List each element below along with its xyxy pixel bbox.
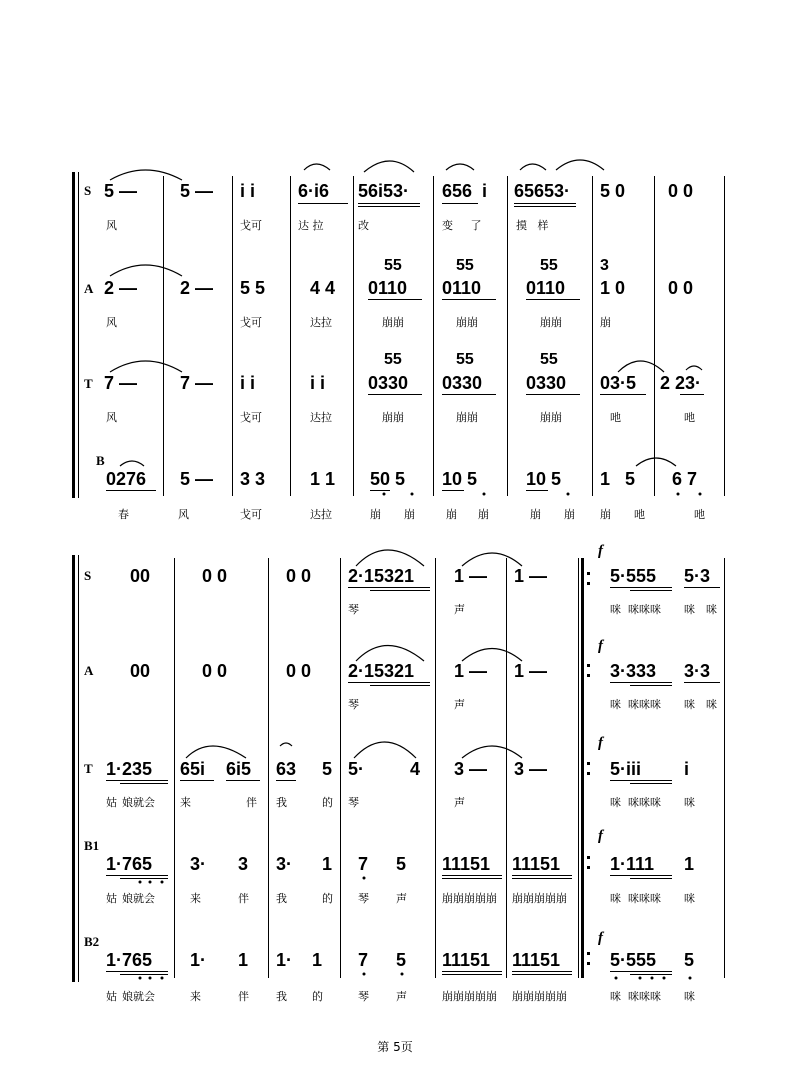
lyric: 姑 (106, 990, 117, 1003)
part-label-bass: B (96, 453, 105, 468)
lyric: 咪咪咪 (628, 698, 661, 711)
part-label-bass-2: B2 (84, 934, 100, 949)
lyric: 我 (276, 892, 287, 905)
lyric: 吔 (610, 411, 621, 424)
measure: 0330 (526, 373, 567, 393)
measure: 3· (190, 854, 207, 874)
measure: 0110 (526, 278, 566, 298)
lyric: 崩 (600, 508, 611, 521)
measure: 5·555 (610, 566, 657, 586)
lyric: 来 (180, 796, 191, 809)
measure: 3 3 (240, 469, 266, 489)
lyric: 我 (276, 796, 287, 809)
measure: 2 23· (660, 373, 702, 393)
measure: 10 5 (526, 469, 562, 489)
measure: 11151 (442, 854, 491, 874)
measure: 1 0 (600, 278, 626, 298)
part-label-tenor: T (84, 376, 93, 391)
lyric: 声 (396, 990, 407, 1003)
measure: i i (240, 373, 256, 393)
measure: 656 i (442, 181, 488, 201)
measure: 5 0 (600, 181, 626, 201)
measure: 3· (276, 854, 293, 874)
measure: 0 0 (668, 181, 694, 201)
lyric: 改 (358, 219, 369, 232)
lyric: 达拉 (310, 508, 332, 521)
measure: 1·235 (106, 759, 153, 779)
lyric: 崩 (600, 316, 611, 329)
measure: 4 4 (310, 278, 336, 298)
lyric: 咪 (610, 990, 621, 1003)
lyric: 戈可 (240, 219, 262, 232)
upper-note: 55 (384, 257, 402, 274)
upper-note: 55 (384, 351, 402, 368)
measure: 03·5 (600, 373, 637, 393)
measure: 5· (348, 759, 365, 779)
lyric: 琴 (358, 892, 369, 905)
measure: 6·i6 (298, 181, 330, 201)
measure: 7 — (180, 373, 214, 393)
measure: 0 0 (668, 278, 694, 298)
lyric: 达 拉 (298, 219, 324, 232)
measure: 0276 (106, 469, 147, 489)
measure: 1·765 (106, 950, 153, 970)
lyric: 来 (190, 892, 201, 905)
measure: 0330 (368, 373, 409, 393)
lyric: 的 (322, 892, 333, 905)
lyric: 咪 (684, 892, 695, 905)
lyric: 伴 (238, 892, 249, 905)
measure: 5 — (104, 181, 138, 201)
lyric: 咪 (610, 698, 621, 711)
measure: 0330 (442, 373, 483, 393)
upper-note: 55 (540, 351, 558, 368)
lyric: 崩 (404, 508, 415, 521)
upper-note: 55 (540, 257, 558, 274)
lyric: 吔 (694, 508, 705, 521)
measure: i i (240, 181, 256, 201)
measure: 5 5 (240, 278, 266, 298)
measure: 2 — (104, 278, 138, 298)
part-label-tenor: T (84, 761, 93, 776)
measure: 1 — (454, 661, 488, 681)
dynamic-forte: f (598, 828, 603, 844)
measure: 3 — (514, 759, 548, 779)
measure: 7 (358, 950, 369, 970)
lyric: 琴 (348, 603, 359, 616)
measure: 1 (684, 854, 695, 874)
lyric: 摸 样 (516, 219, 549, 232)
lyric: 崩崩崩崩崩 (442, 892, 497, 905)
lyric: 达拉 (310, 316, 332, 329)
part-label-alto: A (84, 281, 94, 296)
measure: 4 (410, 759, 421, 779)
measure: 7 (358, 854, 369, 874)
lyric: 风 (106, 411, 117, 424)
measure: 5 (396, 854, 407, 874)
lyric: 崩崩崩崩崩 (512, 990, 567, 1003)
lyric: 戈可 (240, 508, 262, 521)
measure: 1 (238, 950, 249, 970)
measure: 65i (180, 759, 206, 779)
lyric: 崩崩 (456, 316, 478, 329)
lyric: 琴 (358, 990, 369, 1003)
lyric: 咪咪咪 (628, 990, 661, 1003)
measure: 5 — (180, 181, 214, 201)
measure: 6 7 (672, 469, 698, 489)
dynamic-forte: f (598, 543, 603, 559)
lyric: 崩崩崩崩崩 (512, 892, 567, 905)
part-label-bass-1: B1 (84, 838, 100, 853)
lyric: 崩 (478, 508, 489, 521)
measure: 0 0 (202, 661, 228, 681)
lyric: 风 (178, 508, 189, 521)
lyric: 我 (276, 990, 287, 1003)
measure: 50 5 (370, 469, 406, 489)
lyric: 咪 (684, 990, 695, 1003)
lyric: 伴 (238, 990, 249, 1003)
measure: 1 — (514, 566, 548, 586)
measure: 5 (684, 950, 695, 970)
measure: 5·555 (610, 950, 657, 970)
measure: 5·iii (610, 759, 642, 779)
lyric: 崩崩崩崩崩 (442, 990, 497, 1003)
measure: 0 0 (286, 566, 312, 586)
lyric: 咪 (610, 892, 621, 905)
lyric: 咪咪咪 (628, 603, 661, 616)
measure: 2 — (180, 278, 214, 298)
measure: 0 0 (202, 566, 228, 586)
part-label-alto: A (84, 663, 94, 678)
lyric: 吔 (684, 411, 695, 424)
lyric: 娘就会 (122, 796, 155, 809)
dynamic-forte: f (598, 930, 603, 946)
lyric: 姑 (106, 796, 117, 809)
measure: 1· (276, 950, 293, 970)
measure: 1 (322, 854, 333, 874)
lyric: 声 (396, 892, 407, 905)
measure: 1 5 (600, 469, 636, 489)
measure: 1·111 (610, 854, 655, 874)
lyric: 吔 (634, 508, 645, 521)
lyric: 崩崩 (540, 411, 562, 424)
measure: 11151 (512, 950, 561, 970)
lyric: 咪 (684, 698, 695, 711)
measure: 1 (312, 950, 323, 970)
lyric: 的 (322, 796, 333, 809)
measure: 65653· (514, 181, 571, 201)
lyric: 声 (454, 603, 465, 616)
measure: 6i5 (226, 759, 252, 779)
upper-note: 55 (456, 257, 474, 274)
lyric: 崩崩 (382, 316, 404, 329)
lyric: 咪 (610, 796, 621, 809)
measure: 1 — (514, 661, 548, 681)
lyric: 崩 (370, 508, 381, 521)
lyric: 崩崩 (456, 411, 478, 424)
lyric: 咪 (610, 603, 621, 616)
measure: 0110 (368, 278, 408, 298)
measure: 1 1 (310, 469, 336, 489)
measure: 0 0 (286, 661, 312, 681)
lyric: 崩 (530, 508, 541, 521)
lyric: 风 (106, 316, 117, 329)
lyric: 戈可 (240, 316, 262, 329)
lyric: 声 (454, 698, 465, 711)
lyric: 崩崩 (382, 411, 404, 424)
measure: 7 — (104, 373, 138, 393)
lyric: 变 了 (442, 219, 482, 232)
measure: i i (310, 373, 326, 393)
measure: 2·15321 (348, 566, 415, 586)
measure: 56i53· (358, 181, 410, 201)
lyric: 崩崩 (540, 316, 562, 329)
lyric: 咪 (706, 698, 717, 711)
measure: 5 (322, 759, 333, 779)
part-label-soprano: S (84, 183, 92, 198)
lyric: 琴 (348, 796, 359, 809)
lyric: 春 (118, 508, 129, 521)
lyric: 的 (312, 990, 323, 1003)
lyric: 崩 (446, 508, 457, 521)
measure: 0110 (442, 278, 482, 298)
lyric: 声 (454, 796, 465, 809)
measure: 11151 (512, 854, 561, 874)
measure: 3 (238, 854, 249, 874)
measure: 3 — (454, 759, 488, 779)
measure: 1 — (454, 566, 488, 586)
measure: i (684, 759, 690, 779)
measure: 1· (190, 950, 207, 970)
upper-note: 55 (456, 351, 474, 368)
part-label-soprano: S (84, 568, 92, 583)
page-number: 第 5页 (377, 1040, 413, 1054)
measure: 5 — (180, 469, 214, 489)
lyric: 咪咪咪 (628, 796, 661, 809)
dynamic-forte: f (598, 638, 603, 654)
measure: 5·3 (684, 566, 711, 586)
dynamic-forte: f (598, 735, 603, 751)
lyric: 咪咪咪 (628, 892, 661, 905)
lyric: 伴 (246, 796, 257, 809)
lyric: 达拉 (310, 411, 332, 424)
lyric: 来 (190, 990, 201, 1003)
lyric: 姑 (106, 892, 117, 905)
lyric: 咪 (706, 603, 717, 616)
measure: 10 5 (442, 469, 478, 489)
lyric: 咪 (684, 603, 695, 616)
measure: 2·15321 (348, 661, 415, 681)
lyric: 娘就会 (122, 990, 155, 1003)
lyric: 风 (106, 219, 117, 232)
measure: 1·765 (106, 854, 153, 874)
upper-note: 3 (600, 257, 609, 274)
measure: 11151 (442, 950, 491, 970)
lyric: 琴 (348, 698, 359, 711)
lyric: 娘就会 (122, 892, 155, 905)
measure: 3·333 (610, 661, 657, 681)
measure: 5 (396, 950, 407, 970)
lyric: 戈可 (240, 411, 262, 424)
measure: 3·3 (684, 661, 711, 681)
measure: 00 (130, 661, 151, 681)
measure: 63 (276, 759, 297, 779)
measure: 00 (130, 566, 151, 586)
lyric: 崩 (564, 508, 575, 521)
lyric: 咪 (684, 796, 695, 809)
